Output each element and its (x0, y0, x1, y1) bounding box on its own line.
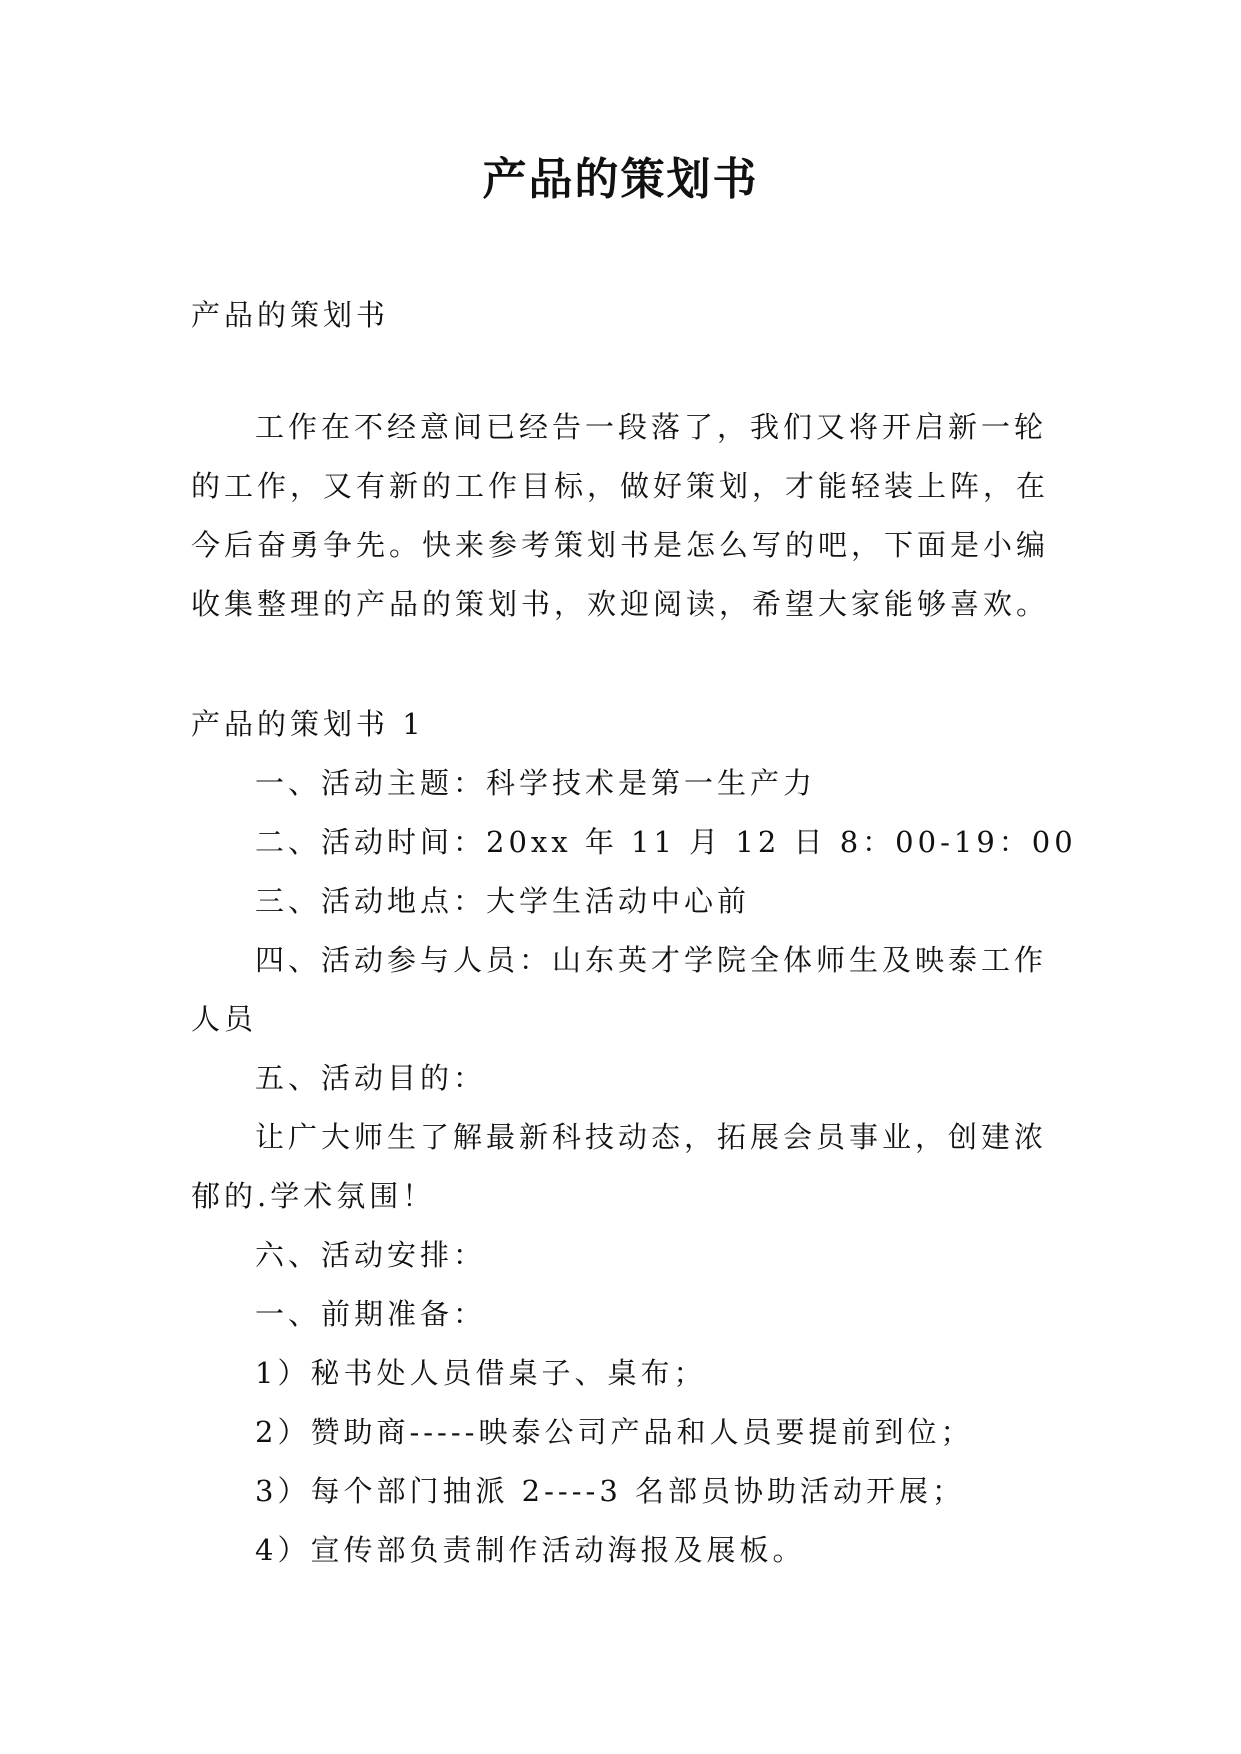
item-theme: 一、活动主题：科学技术是第一生产力 (255, 766, 817, 800)
item-time: 二、活动时间：20xx 年 11 月 12 日 8：00-19：00 (255, 825, 1077, 859)
intro-line-3: 今后奋勇争先。快来参考策划书是怎么写的吧，下面是小编 (191, 528, 1050, 562)
item-preparation-3: 3）每个部门抽派 2----3 名部员协助活动开展； (255, 1474, 965, 1508)
document-title: 产品的策划书 (482, 154, 759, 205)
section-heading: 产品的策划书 1 (191, 707, 425, 741)
item-arrangement-heading: 六、活动安排： (255, 1238, 487, 1272)
item-preparation-heading: 一、前期准备： (255, 1297, 487, 1331)
item-preparation-1: 1）秘书处人员借桌子、桌布； (255, 1356, 707, 1390)
item-participants-continued: 人员 (191, 1002, 258, 1036)
item-location: 三、活动地点：大学生活动中心前 (255, 884, 751, 918)
intro-line-4: 收集整理的产品的策划书，欢迎阅读，希望大家能够喜欢。 (191, 587, 1050, 621)
item-purpose-heading: 五、活动目的： (255, 1061, 487, 1095)
document-subtitle: 产品的策划书 (191, 298, 390, 332)
item-purpose-line-2: 郁的.学术氛围！ (191, 1179, 436, 1213)
item-purpose-line-1: 让广大师生了解最新科技动态，拓展会员事业，创建浓 (255, 1120, 1048, 1154)
item-participants: 四、活动参与人员：山东英才学院全体师生及映泰工作 (255, 943, 1048, 977)
intro-line-2: 的工作，又有新的工作目标，做好策划，才能轻装上阵，在 (191, 469, 1050, 503)
item-preparation-2: 2）赞助商-----映泰公司产品和人员要提前到位； (255, 1415, 974, 1449)
item-preparation-4: 4）宣传部负责制作活动海报及展板。 (255, 1533, 806, 1567)
intro-line-1: 工作在不经意间已经告一段落了，我们又将开启新一轮 (255, 410, 1048, 444)
